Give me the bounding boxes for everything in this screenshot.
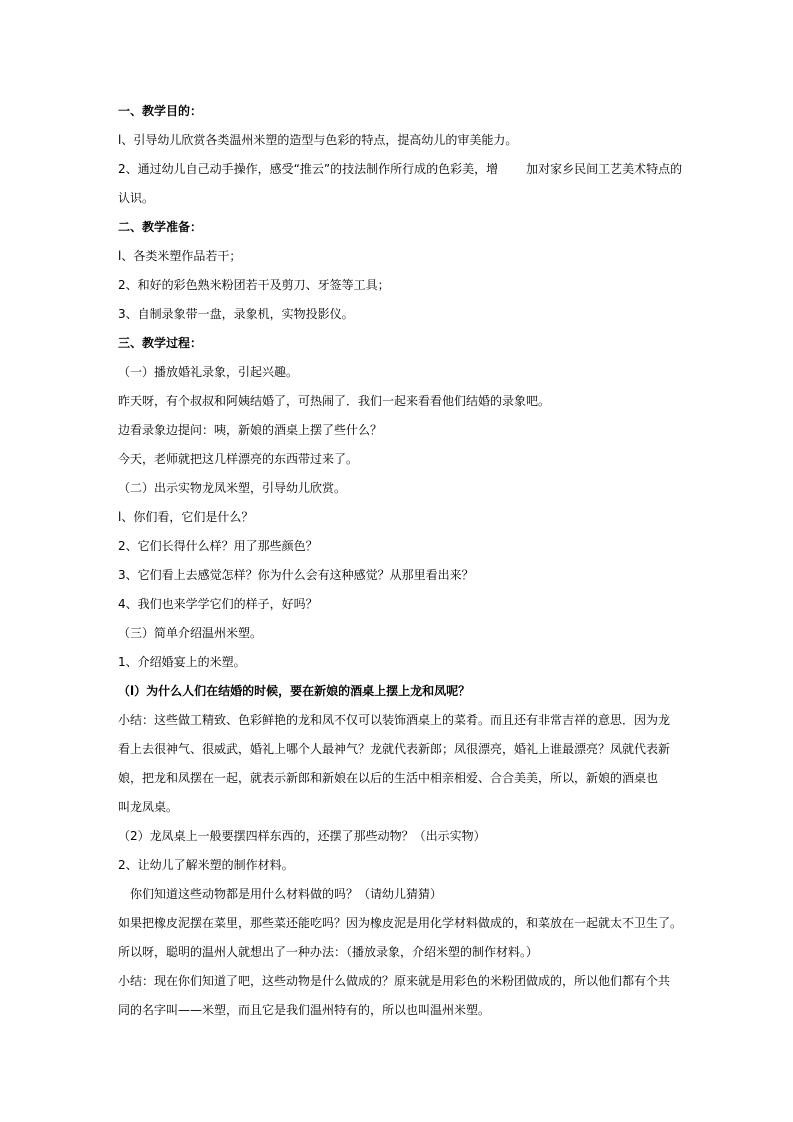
intro-question-1: （l）为什么人们在结婚的时候，要在新娘的酒桌上摆上龙和凤呢？	[118, 684, 471, 698]
intro-question-2: （2）龙凤桌上一般要摆四样东西的，还摆了那些动物？（出示实物）	[118, 829, 486, 843]
question-item-1: l、你们看，它们是什么？	[118, 510, 254, 524]
summary-paragraph-2: 同的名字叫——米塑，而且它是我们温州特有的，所以也叫温州米塑。	[118, 1003, 491, 1017]
question-item-2: 2、它们长得什么样？用了那些颜色？	[118, 539, 318, 553]
goal-item-2-line-2: 认识。	[118, 191, 155, 205]
summary-paragraph-1: 看上去很神气、很威武，婚礼上哪个人最神气？龙就代表新郎；凤很漂亮，婚礼上谁最漂亮？凤就代表新	[118, 742, 671, 756]
goal-item-2-text: 2、通过幼儿自己动手操作，感受“推云”的技法制作所行成的色彩美，增	[118, 162, 499, 176]
material-question: 你们知道这些动物都是用什么材料做的吗？（请幼儿猜猜）	[130, 887, 443, 901]
goal-item-2-line-1	[118, 159, 683, 179]
document-body	[118, 101, 683, 1029]
intro-item-1: 1、介绍婚宴上的米塑。	[118, 655, 246, 669]
prep-item-2: 2、和好的彩色熟米粉团若干及剪刀、牙签等工具；	[118, 278, 390, 292]
summary-paragraph-1: 娘，把龙和凤摆在一起，就表示新郎和新娘在以后的生活中相亲相爱、合合美美，所以，新娘的酒桌也	[118, 771, 659, 785]
heading-teaching-goals: 一、教学目的：	[118, 104, 203, 118]
goal-item-2-tail: 加对家乡民间工艺美术特点的	[526, 162, 683, 176]
process-section-2: （二）出示实物龙凤米塑，引导幼儿欣赏。	[118, 481, 347, 495]
process-paragraph: 昨天呀，有个叔叔和阿姨结婚了，可热闹了．我们一起来看看他们结婚的录象吧。	[118, 394, 551, 408]
question-item-4: 4、我们也来学学它们的样子，好吗？	[118, 597, 318, 611]
intro-item-2: 2、让幼儿了解米塑的制作材料。	[118, 858, 294, 872]
process-paragraph: 今天，老师就把这几样漂亮的东西带过来了。	[118, 452, 359, 466]
material-paragraph: 所以呀，聪明的温州人就想出了一种办法：（播放录象，介绍米塑的制作材料。）	[118, 945, 539, 959]
summary-paragraph-2: 小结：现在你们知道了吧，这些动物是什么做成的？原来就是用彩色的米粉团做成的，所以他们都有个共	[118, 974, 671, 988]
heading-teaching-preparation: 二、教学准备：	[118, 220, 203, 234]
prep-item-1: l、各类米塑作品若干；	[118, 249, 242, 263]
summary-paragraph-1: 小结：这些做工精致、色彩鲜艳的龙和凤不仅可以装饰酒桌上的菜肴。而且还有非常吉祥的意思．因为龙	[118, 713, 671, 727]
goal-item-1: l、引导幼儿欣赏各类温州米塑的造型与色彩的特点，提高幼儿的审美能力。	[118, 133, 518, 147]
material-paragraph: 如果把橡皮泥摆在菜里，那些菜还能吃吗？因为橡皮泥是用化学材料做成的，和菜放在一起就太不卫生了。	[118, 916, 683, 930]
summary-paragraph-1: 叫龙凤桌。	[118, 800, 179, 814]
process-paragraph: 边看录象边提问：咦，新娘的酒桌上摆了些什么？	[118, 423, 383, 437]
process-section-3: （三）简单介绍温州米塑。	[118, 626, 263, 640]
question-item-3: 3、它们看上去感觉怎样？你为什么会有这种感觉？从那里看出来？	[118, 568, 474, 582]
heading-teaching-process: 三、教学过程：	[118, 336, 203, 350]
process-section-1: （一）播放婚礼录象，引起兴趣。	[118, 365, 299, 379]
prep-item-3: 3、自制录象带一盘，录象机，实物投影仪。	[118, 307, 354, 321]
